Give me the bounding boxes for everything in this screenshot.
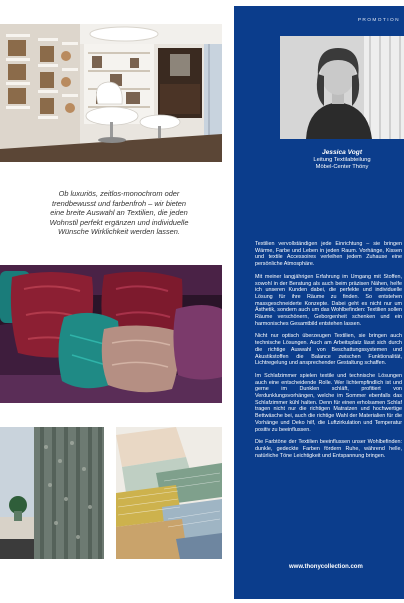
person-info (280, 149, 404, 171)
paragraph: Nicht nur optisch überzeugen Textilien, sie bringen auch technische Lösungen. Auch am Arbeitsplatz lässt sich durch die richtige Auswahl von Beschattungssystemen und Akustikstoffen die Balance zwischen Funktionalität, Lichtregelung und ansprechender Gestaltung schaffen. (255, 333, 402, 367)
person-role: Leitung Textilabteilung (313, 157, 371, 163)
portrait-photo (280, 36, 404, 139)
caption-line: eine breite Auswahl an Textilien, die jeden (50, 208, 188, 218)
photo-caption (34, 189, 204, 237)
paragraph: Textilien vervollständigen jede Einrichtung – sie bringen Wärme, Farbe und Leben in jeden Raum. Vorhänge, Kissen und textile Accessoires verleihen jedem Zuhause eine persönliche Atmosphäre. (255, 241, 402, 268)
paragraph: Die Farbtöne der Textilien beeinflussen unser Wohlbefinden: dunkle, gedeckte Farben fördern Ruhe, während helle, natürliche Töne Leichtigkeit und Entspannung bringen. (255, 439, 402, 459)
caption-line: trendbewusst und farbenfroh – wir bieten (52, 198, 186, 208)
person-name: Jessica Vogt (321, 149, 363, 156)
showroom-photo (0, 24, 222, 162)
article-body (255, 241, 402, 465)
cushions-photo (0, 265, 222, 403)
paragraph: Mit meiner langjährigen Erfahrung im Umgang mit Stoffen, sowohl in der Beratung als auch beim präzisen Nähen, helfe ich unseren Kunden dabei, die perfekte und individuelle Lösung für ihre Räume zu finden. So entstehen massgeschneiderte Konzepte. Dabei geht es nicht nur um Ästhetik, sondern auch um das Wohlbefinden: Textilien sollen Räume verschönern, Geborgenheit schenken und ein harmonisches Gesamtbild entstehen lassen. (255, 273, 402, 327)
caption-line: Ob luxuriös, zeitlos-monochrom oder (58, 189, 180, 198)
paragraph: Im Schlafzimmer spielen textile und technische Lösungen auch eine entscheidende Rolle. Wer lichtempfindlich ist und gerne im Dunklen schläft, profitiert von Verdunklungsvorhängen, welche im Sommer ebenfalls das Schlafzimmer kühl halten. Denn für einen erholsamen Schlaf tragen nicht nur die richtigen Matratzen und hochwertige Bettwäsche bei, auch die richtige Wahl der Materialien für die Vorhänge und Deko hilf, die Luftzirkulation und Temperatur positiv zu beeinflussen. (255, 372, 402, 433)
curtain-photo (0, 427, 104, 559)
promotion-panel (234, 6, 404, 599)
caption-line: Wohnstil perfekt ergänzen und individuelle (49, 217, 189, 227)
person-organization: Möbel-Center Thöny (315, 164, 369, 170)
caption-line: Wünsche Wirklichkeit werden lassen. (58, 227, 180, 237)
website-link[interactable]: www.thonycollection.com (289, 564, 363, 570)
promotion-tag: PROMOTION (357, 18, 400, 23)
fabric-swatches-photo (116, 427, 222, 559)
